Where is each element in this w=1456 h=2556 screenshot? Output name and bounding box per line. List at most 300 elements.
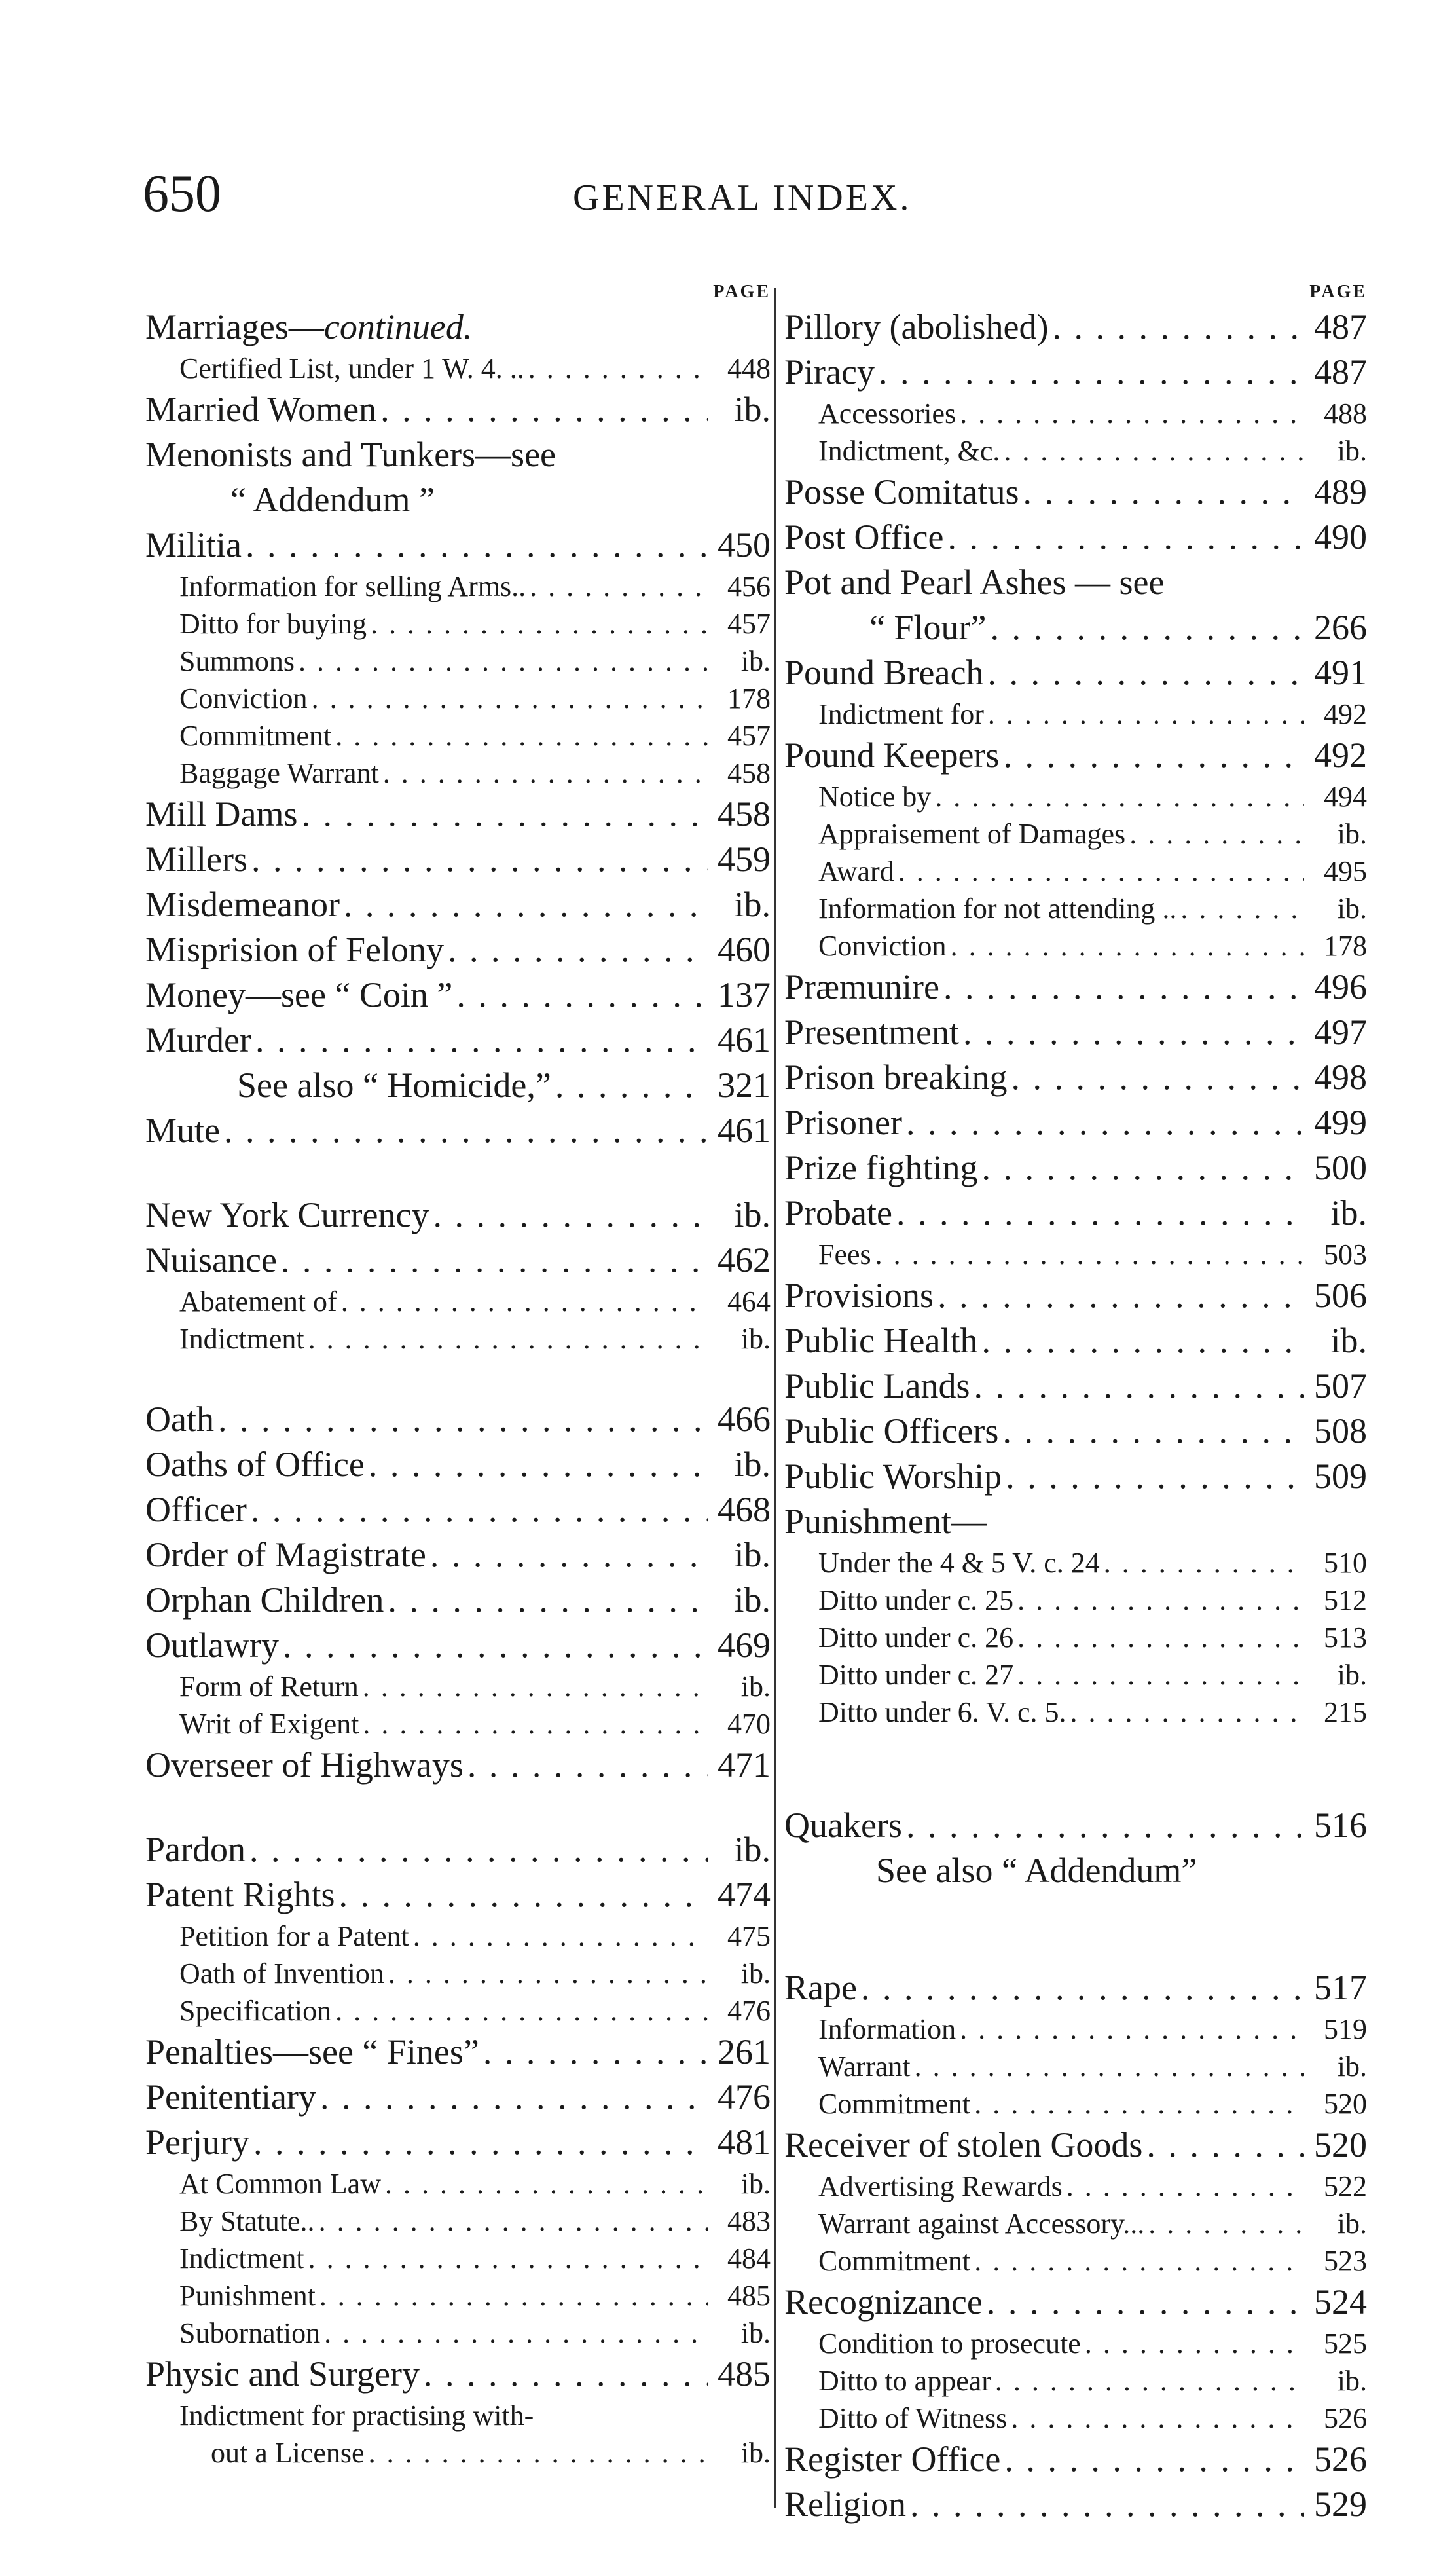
entry-label: Conviction	[179, 682, 308, 714]
entry-label: Pound Breach	[784, 653, 984, 692]
entry-label: Posse Comitatus	[784, 472, 1019, 511]
entry-page: 466	[718, 1399, 771, 1439]
leader-dots	[388, 1580, 708, 1620]
section-gap	[784, 1733, 1367, 1805]
entry-label: Marriages—	[145, 307, 324, 346]
entry-label: Order of Magistrate	[145, 1535, 426, 1574]
index-entry	[145, 2031, 771, 2077]
leader-dots	[253, 2122, 708, 2162]
index-subentry	[784, 2207, 1367, 2244]
index-entry	[145, 1745, 771, 1790]
entry-label-italic: continued.	[323, 307, 473, 346]
entry-page: 485	[718, 2354, 771, 2394]
index-subentry	[145, 2242, 771, 2279]
section-gap	[145, 1360, 771, 1399]
leader-dots	[1180, 892, 1304, 925]
index-entry	[784, 306, 1367, 352]
entry-page: 137	[718, 975, 771, 1014]
entry-page: ib.	[1337, 2365, 1367, 2397]
leader-dots	[299, 644, 708, 678]
leader-dots	[388, 1957, 708, 1990]
entry-label: Accessories	[818, 398, 956, 430]
entry-page: ib.	[1337, 818, 1367, 850]
entry-label: out a License	[211, 2437, 365, 2469]
entry-label: Mute	[145, 1111, 220, 1150]
index-entry	[784, 517, 1367, 562]
entry-label: Ditto to appear	[818, 2365, 991, 2397]
entry-label: Warrant against Accessory...	[818, 2208, 1145, 2240]
leader-dots	[906, 1805, 1304, 1845]
entry-page: 520	[1314, 2125, 1367, 2164]
entry-page: 457	[727, 608, 771, 640]
index-entry	[145, 2122, 771, 2167]
entry-page: 512	[1324, 1584, 1367, 1616]
entry-page: 470	[727, 1708, 771, 1740]
entry-label: Pot and Pearl Ashes — see	[784, 563, 1165, 602]
entry-page: 526	[1314, 2439, 1367, 2479]
entry-label: Religion	[784, 2485, 906, 2524]
entry-page: 489	[1314, 472, 1367, 511]
leader-dots	[1004, 2439, 1304, 2479]
entry-page: 516	[1314, 1806, 1367, 1845]
index-subentry	[145, 1957, 771, 1994]
entry-label: “ Addendum ”	[230, 480, 435, 519]
entry-page: 526	[1324, 2402, 1367, 2434]
leader-dots	[218, 1399, 708, 1439]
leader-dots	[433, 1195, 708, 1235]
leader-dots	[935, 780, 1304, 813]
entry-label: Officer	[145, 1490, 247, 1529]
leader-dots	[879, 352, 1304, 392]
entry-label: Commitment	[818, 2245, 971, 2277]
leader-dots	[1017, 1621, 1304, 1654]
entry-label: Murder	[145, 1020, 251, 1060]
index-entry	[784, 1967, 1367, 2012]
index-subentry	[145, 1285, 771, 1322]
entry-page: ib.	[740, 2317, 771, 2349]
index-entry	[784, 1501, 1367, 1546]
entry-label: Piracy	[784, 352, 875, 392]
entry-page: 499	[1314, 1103, 1367, 1142]
entry-page: ib.	[734, 1535, 771, 1574]
index-entry	[784, 967, 1367, 1012]
index-subentry	[784, 2327, 1367, 2364]
entry-label: Quakers	[784, 1806, 902, 1845]
leader-dots	[995, 2364, 1304, 2398]
leader-dots	[1066, 2170, 1304, 2203]
entry-label: Receiver of stolen Goods	[784, 2125, 1143, 2164]
leader-dots	[981, 1147, 1304, 1188]
entry-label: Overseer of Highways	[145, 1745, 464, 1785]
entry-label: Specification	[179, 1995, 332, 2027]
leader-dots	[861, 1967, 1304, 2008]
entry-label: Præmunire	[784, 967, 939, 1007]
entry-label: Misdemeanor	[145, 885, 340, 924]
entry-page: 492	[1314, 735, 1367, 775]
entry-page: ib.	[1337, 2050, 1367, 2083]
index-entry	[145, 1489, 771, 1534]
entry-page: 178	[1324, 930, 1367, 962]
index-entry	[145, 1195, 771, 1240]
leader-dots	[249, 1829, 708, 1870]
entry-label: Pillory (abolished)	[784, 307, 1049, 346]
entry-page: 458	[727, 757, 771, 789]
entry-page: 508	[1314, 1411, 1367, 1451]
entry-page: ib.	[740, 1671, 771, 1703]
entry-label: Oaths of Office	[145, 1445, 365, 1484]
entry-page: 490	[1314, 517, 1367, 557]
leader-dots	[385, 2167, 708, 2200]
index-entry	[784, 1456, 1367, 1501]
index-subentry	[784, 1658, 1367, 1695]
leader-dots	[1023, 472, 1304, 512]
index-subentry	[145, 607, 771, 644]
entry-label: Nuisance	[145, 1240, 277, 1280]
leader-dots	[981, 1320, 1304, 1361]
entry-label: Under the 4 & 5 V. c. 24	[818, 1547, 1100, 1579]
entry-page: 474	[718, 1875, 771, 1914]
entry-label: Probate	[784, 1193, 892, 1232]
leader-dots	[251, 1489, 708, 1530]
index-subentry	[784, 434, 1367, 472]
index-entry	[145, 1110, 771, 1155]
index-subentry	[145, 570, 771, 607]
index-entry	[784, 1275, 1367, 1320]
index-entry	[145, 1580, 771, 1625]
leader-dots	[448, 929, 708, 970]
entry-page: ib.	[1330, 1321, 1367, 1360]
index-subentry	[145, 1322, 771, 1360]
entry-label: Condition to prosecute	[818, 2327, 1081, 2360]
leader-dots	[1148, 2207, 1304, 2240]
leader-dots	[947, 517, 1304, 557]
entry-label: Ditto of Witness	[818, 2402, 1008, 2434]
index-subentry	[784, 1546, 1367, 1584]
leader-dots	[915, 2050, 1304, 2083]
leader-dots	[281, 1240, 708, 1280]
leader-dots	[320, 2077, 708, 2117]
index-subentry	[784, 2012, 1367, 2050]
index-entry	[784, 2484, 1367, 2529]
leader-dots	[943, 967, 1304, 1007]
leader-dots	[1017, 1658, 1304, 1692]
index-entry	[784, 1193, 1367, 1238]
entry-page: 492	[1324, 698, 1367, 730]
index-entry	[784, 1320, 1367, 1365]
leader-dots	[987, 2282, 1304, 2322]
entry-label: Appraisement of Damages	[818, 818, 1126, 850]
index-entry	[145, 434, 771, 479]
entry-label: Ditto for buying	[179, 608, 367, 640]
index-subentry	[145, 719, 771, 756]
entry-label: Presentment	[784, 1012, 959, 1052]
index-subentry	[145, 2167, 771, 2204]
index-entry	[784, 735, 1367, 780]
entry-label: Public Health	[784, 1321, 978, 1360]
leader-dots	[555, 1065, 708, 1105]
entry-page: 529	[1314, 2485, 1367, 2524]
leader-dots	[1085, 2327, 1304, 2360]
leader-dots	[467, 1745, 708, 1785]
index-subentry	[145, 2316, 771, 2354]
entry-label: Summons	[179, 645, 295, 677]
entry-label: Abatement of	[179, 1286, 337, 1318]
entry-page: 507	[1314, 1366, 1367, 1405]
entry-page: ib.	[1337, 2208, 1367, 2240]
index-subentry	[784, 697, 1367, 735]
index-column-left	[145, 282, 771, 2473]
entry-page: 461	[718, 1020, 771, 1060]
index-entry	[784, 1411, 1367, 1456]
leader-dots	[413, 1919, 708, 1953]
section-gap	[145, 1790, 771, 1829]
entry-page: ib.	[734, 1445, 771, 1484]
index-subentry	[145, 352, 771, 389]
entry-label: Information for not attending ..	[818, 893, 1177, 925]
entry-page: 469	[718, 1625, 771, 1665]
entry-page: 510	[1324, 1547, 1367, 1579]
index-entry	[145, 929, 771, 974]
entry-label: Millers	[145, 840, 247, 879]
entry-page: 509	[1314, 1456, 1367, 1496]
entry-page: ib.	[1337, 1659, 1367, 1691]
entry-page: 464	[727, 1286, 771, 1318]
index-subentry	[145, 2204, 771, 2242]
entry-page: 488	[1324, 398, 1367, 430]
entry-label: Menonists and Tunkers—see	[145, 435, 556, 474]
entry-page: 215	[1324, 1696, 1367, 1728]
index-entry	[145, 1444, 771, 1489]
entry-page: 495	[1324, 855, 1367, 887]
leader-dots	[251, 839, 708, 880]
leader-dots	[283, 1625, 708, 1665]
entry-page: ib.	[734, 390, 771, 429]
index-subentry	[145, 1994, 771, 2031]
index-subentry	[145, 1670, 771, 1707]
entry-page: ib.	[734, 1580, 771, 1620]
entry-label: Fees	[818, 1238, 871, 1270]
entry-label: Ditto under c. 25	[818, 1584, 1014, 1616]
index-entry	[784, 652, 1367, 697]
leader-dots	[483, 2031, 708, 2072]
entry-label: Baggage Warrant	[179, 757, 379, 789]
entry-page: ib.	[740, 1957, 771, 1990]
index-subentry	[784, 780, 1367, 817]
column-heading: PAGE	[713, 282, 771, 302]
entry-label: Penalties—see “ Fines”	[145, 2032, 479, 2071]
entry-label: Writ of Exigent	[179, 1708, 359, 1740]
leader-dots	[341, 1285, 708, 1318]
index-subentry	[145, 644, 771, 682]
entry-page: ib.	[740, 645, 771, 677]
entry-page: ib.	[740, 1323, 771, 1355]
leader-dots	[898, 855, 1304, 888]
index-entry	[784, 352, 1367, 397]
index-entry	[145, 525, 771, 570]
page-header	[0, 0, 1456, 262]
index-entry	[784, 2124, 1367, 2170]
index-entry	[784, 472, 1367, 517]
entry-label: Warrant	[818, 2050, 911, 2083]
entry-label: Pound Keepers	[784, 735, 1000, 775]
entry-page: 459	[718, 840, 771, 879]
entry-label: Certified List, under 1 W. 4. ..	[179, 352, 524, 384]
entry-page: 460	[718, 930, 771, 969]
index-entry	[145, 389, 771, 434]
entry-page: 524	[1314, 2282, 1367, 2322]
leader-dots	[937, 1275, 1304, 1316]
leader-dots	[987, 652, 1304, 693]
entry-label: Punishment	[179, 2280, 316, 2312]
index-subentry	[784, 929, 1367, 967]
index-subentry	[784, 855, 1367, 892]
entry-page: 476	[718, 2077, 771, 2117]
index-subentry	[784, 2087, 1367, 2124]
index-entry	[784, 1057, 1367, 1102]
leader-dots	[960, 2012, 1304, 2046]
entry-page: 487	[1314, 352, 1367, 392]
index-entry	[784, 2282, 1367, 2327]
index-subentry	[784, 607, 1367, 652]
leader-dots	[224, 1110, 708, 1151]
index-entry	[145, 1399, 771, 1444]
entry-label: Petition for a Patent	[179, 1920, 409, 1952]
leader-dots	[974, 2244, 1304, 2278]
entry-label: Notice by	[818, 781, 932, 813]
entry-label: Form of Return	[179, 1671, 359, 1703]
entry-label: Public Officers	[784, 1411, 999, 1451]
entry-page: 456	[727, 570, 771, 602]
index-entry	[145, 1829, 771, 1874]
entry-page: 517	[1314, 1968, 1367, 2007]
leader-dots	[363, 1670, 708, 1703]
entry-page: 522	[1324, 2170, 1367, 2202]
leader-dots	[308, 2242, 708, 2275]
index-entry	[145, 1534, 771, 1580]
entry-label: Pardon	[145, 1830, 246, 1869]
entry-label: Married Women	[145, 390, 377, 429]
leader-dots	[960, 397, 1304, 430]
leader-dots	[528, 352, 708, 385]
leader-dots	[875, 1238, 1304, 1271]
index-subentry	[784, 1695, 1367, 1733]
entry-label: Ditto under 6. V. c. 5.	[818, 1696, 1066, 1728]
index-subentry	[145, 1707, 771, 1745]
index-subentry	[784, 2170, 1367, 2207]
entry-label: Prison breaking	[784, 1058, 1008, 1097]
index-entry	[784, 1012, 1367, 1057]
entry-page: 178	[727, 682, 771, 714]
entry-label: Patent Rights	[145, 1875, 335, 1914]
entry-page: 450	[718, 525, 771, 565]
entry-page: 448	[727, 352, 771, 384]
leader-dots	[1002, 1411, 1304, 1451]
entry-label: Oath	[145, 1399, 214, 1439]
index-subentry	[784, 892, 1367, 929]
entry-label: Indictment	[179, 1323, 304, 1355]
entry-label: Public Worship	[784, 1456, 1002, 1496]
leader-dots	[363, 1707, 708, 1741]
leader-dots	[1011, 2401, 1304, 2435]
leader-dots	[319, 2204, 708, 2238]
index-subentry	[784, 1850, 1367, 1895]
leader-dots	[312, 682, 708, 715]
leader-dots	[974, 2087, 1304, 2121]
entry-page: 475	[727, 1920, 771, 1952]
index-subentry	[784, 2050, 1367, 2087]
entry-page: 471	[718, 1745, 771, 1785]
index-entry	[145, 794, 771, 839]
entry-page: ib.	[734, 1195, 771, 1234]
entry-label: Oath of Invention	[179, 1957, 384, 1990]
entry-page: 498	[1314, 1058, 1367, 1097]
index-entry	[145, 1020, 771, 1065]
entry-label: Conviction	[818, 930, 947, 962]
index-subentry	[145, 1065, 771, 1110]
entry-page: ib.	[734, 1830, 771, 1869]
page-number: 650	[143, 165, 221, 223]
leader-dots	[319, 2279, 708, 2312]
entry-label: Penitentiary	[145, 2077, 316, 2117]
leader-dots	[990, 607, 1304, 648]
entry-label: Indictment	[179, 2242, 304, 2274]
entry-page: 513	[1324, 1621, 1367, 1654]
entry-label: Money—see “ Coin ”	[145, 975, 453, 1014]
leader-dots	[988, 697, 1304, 731]
leader-dots	[910, 2484, 1304, 2525]
leader-dots	[424, 2354, 708, 2394]
entry-label: Mill Dams	[145, 794, 298, 834]
index-subentry	[145, 682, 771, 719]
index-subentry	[145, 2279, 771, 2316]
column-divider	[774, 288, 776, 2508]
entry-label: Indictment, &c.	[818, 435, 1000, 467]
leader-dots	[246, 525, 708, 565]
index-subentry	[784, 2244, 1367, 2282]
index-entry	[145, 884, 771, 929]
index-entry	[145, 1625, 771, 1670]
index-subentry	[145, 479, 771, 525]
index-subentry	[784, 2401, 1367, 2439]
index-entry	[784, 1147, 1367, 1193]
leader-dots	[369, 2436, 708, 2470]
index-column-right	[784, 282, 1367, 2529]
entry-label: Commitment	[179, 720, 332, 752]
leader-dots	[1104, 1546, 1304, 1580]
index-entry	[145, 1874, 771, 1919]
entry-page: 476	[727, 1995, 771, 2027]
entry-label: Provisions	[784, 1276, 934, 1315]
entry-label: Commitment	[818, 2088, 971, 2120]
leader-dots	[974, 1365, 1304, 1406]
entry-page: 525	[1324, 2327, 1367, 2360]
leader-dots	[255, 1020, 708, 1060]
leader-dots	[371, 607, 708, 640]
entry-page: 496	[1314, 967, 1367, 1007]
leader-dots	[1070, 1695, 1304, 1729]
entry-label: Punishment—	[784, 1502, 987, 1541]
entry-page: ib.	[1337, 893, 1367, 925]
leader-dots	[1006, 1456, 1304, 1496]
index-entry	[145, 1240, 771, 1285]
entry-page: ib.	[740, 2168, 771, 2200]
index-subentry	[145, 2399, 771, 2436]
entry-label: Subornation	[179, 2317, 321, 2349]
column-heading: PAGE	[1309, 282, 1367, 302]
index-entry	[784, 1102, 1367, 1147]
index-subentry	[784, 1621, 1367, 1658]
index-entry	[145, 839, 771, 884]
